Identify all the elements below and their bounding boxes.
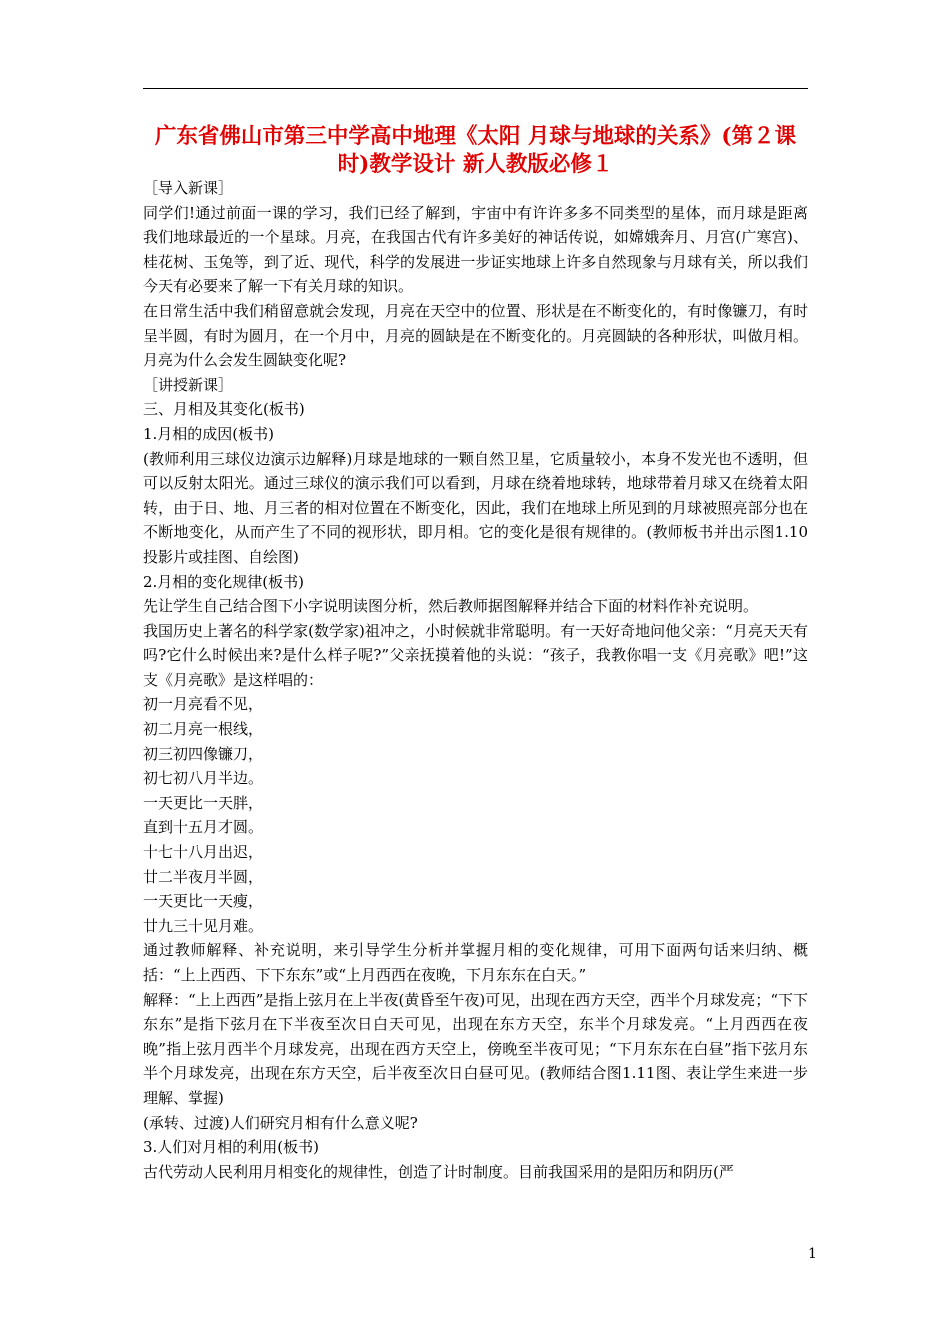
- document-title: 广东省佛山市第三中学高中地理《太阳 月球与地球的关系》(第２课时)教学设计 新人教版必修１: [154, 124, 797, 177]
- song-line: 初七初八月半边。: [143, 769, 264, 788]
- song-line: 初一月亮看不见，: [143, 695, 264, 714]
- song-line: 一天更比一天胖，: [143, 793, 264, 812]
- page-number: 1: [808, 1246, 817, 1262]
- song-line: 廿二半夜月半圆，: [143, 867, 264, 886]
- paragraph: 古代劳动人民利用月相变化的规律性，创造了计时制度。目前我国采用的是阳历和阴历(严: [143, 1162, 734, 1181]
- paragraph: 在日常生活中我们稍留意就会发现，月亮在天空中的位置、形状是在不断变化的，有时像镰刀，有时呈半圆，有时为圆月，在一个月中，月亮的圆缺是在不断变化的。月亮圆缺的各种形状，叫做月相。月亮为什么会发生圆缺变化呢?: [143, 301, 808, 370]
- song-line: 十七十八月出迟，: [143, 843, 264, 862]
- paragraph: 我国历史上著名的科学家(数学家)祖冲之，小时候就非常聪明。有一天好奇地问他父亲：“月亮天天有吗?它什么时候出来?是什么样子呢?”父亲抚摸着他的头说：“孩子，我教你唱一支《月亮歌》吧!”这支《月亮歌》是这样唱的：: [143, 621, 808, 689]
- section-heading: 三、月相及其变化(板书): [143, 400, 305, 419]
- subsection-heading: 2.月相的变化规律(板书): [143, 572, 305, 591]
- paragraph: (教师利用三球仪边演示边解释)月球是地球的一颗自然卫星，它质量较小，本身不发光也不透明，但可以反射太阳光。通过三球仪的演示我们可以看到，月球在绕着地球转，地球带着月球又在绕着太阳转，由于日、地、月三者的相对位置在不断变化，因此，我们在地球上所见到的月球被照亮部分也在不断地变化，从而产生了不同的视形状，即月相。它的变化是很有规律的。(教师板书并出示图1.10投影片或挂图、自绘图): [143, 449, 808, 566]
- paragraph: 解释：“上上西西”是指上弦月在上半夜(黄昏至午夜)可见，出现在西方天空，西半个月球发亮；“下下东东”是指下弦月在下半夜至次日白天可见，出现在东方天空，东半个月球发亮。“上月西西在夜晚”指上弦月西半个月球发亮，出现在西方天空上，傍晚至半夜可见；“下月东东在白昼”指下弦月东半个月球发亮，出现在东方天空，后半夜至次日白昼可见。(教师结合图1.11图、表让学生来进一步理解、掌握): [143, 990, 808, 1107]
- section-heading-lecture: ［讲授新课］: [143, 375, 234, 394]
- subsection-heading: 3.人们对月相的利用(板书): [143, 1138, 320, 1157]
- song-line: 初二月亮一根线，: [143, 720, 264, 739]
- song-line: 廿九三十见月难。: [143, 916, 264, 935]
- header-rule: [143, 88, 808, 89]
- song-line: 初三初四像镰刀，: [143, 744, 264, 763]
- paragraph: 通过教师解释、补充说明，来引导学生分析并掌握月相的变化规律，可用下面两句话来归纳、概括：“上上西西、下下东东”或“上月西西在夜晚，下月东东在白天。”: [143, 941, 808, 984]
- paragraph: (承转、过渡)人们研究月相有什么意义呢?: [143, 1113, 418, 1132]
- subsection-heading: 1.月相的成因(板书): [143, 424, 275, 443]
- section-heading-intro: ［导入新课］: [143, 179, 234, 197]
- song-line: 一天更比一天瘦，: [143, 892, 264, 911]
- paragraph: 先让学生自己结合图下小字说明读图分析，然后教师据图解释并结合下面的材料作补充说明。: [143, 597, 759, 616]
- paragraph: 同学们!通过前面一课的学习，我们已经了解到，宇宙中有许许多多不同类型的星体，而月球是距离我们地球最近的一个星球。月亮，在我国古代有许多美好的神话传说，如嫦娥奔月、月宫(广寒宫)、桂花树、玉兔等，到了近、现代，科学的发展进一步证实地球上许多自然现象与月球有关，所以我们今天有必要来了解一下有关月球的知识。: [143, 203, 808, 296]
- document-body: [143, 176, 808, 1184]
- song-line: 直到十五月才圆。: [143, 818, 264, 837]
